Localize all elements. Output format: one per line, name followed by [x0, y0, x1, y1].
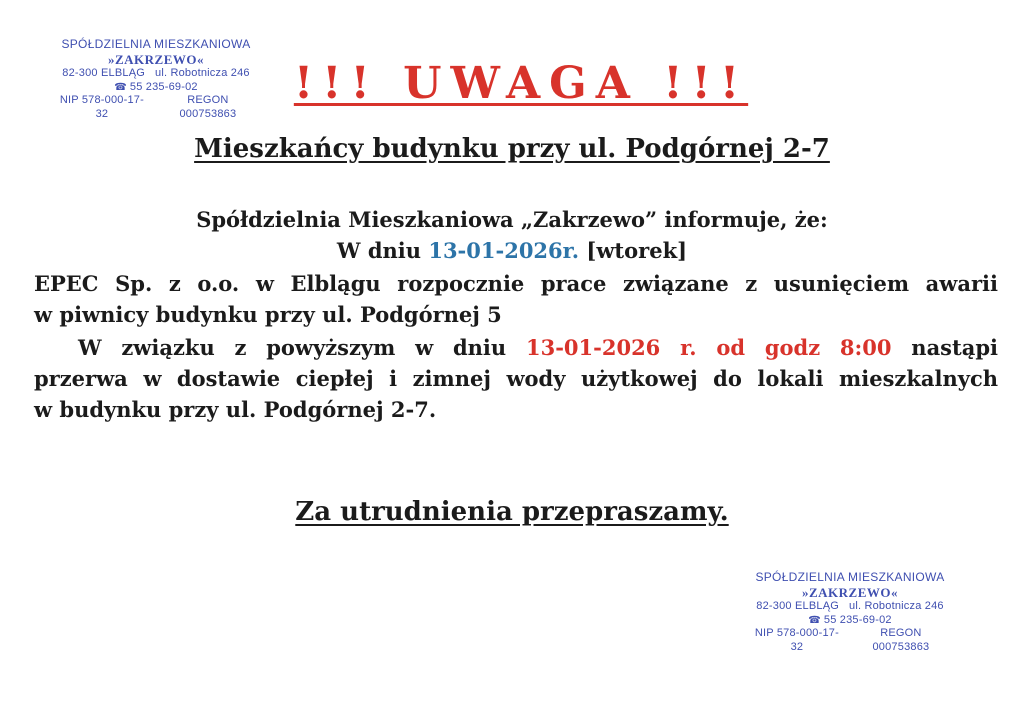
- notice-date: 13-01-2026r.: [428, 238, 580, 263]
- stamp-regon: REGON 000753863: [872, 627, 930, 653]
- stamp-brand: »ZAKRZEWO«: [801, 584, 898, 600]
- stamp-address: [56, 67, 256, 80]
- paragraph1-line2: w piwnicy budynku przy ul. Podgórnej 5: [34, 302, 502, 327]
- cooperative-stamp-top: [56, 37, 256, 120]
- cooperative-stamp-bottom: [752, 570, 948, 653]
- phone-fax-icon: ☎: [808, 614, 821, 626]
- notice-apology: Za utrudnienia przepraszamy.: [295, 497, 729, 527]
- outage-datetime: 13-01-2026 r. od godz 8:00: [525, 335, 892, 360]
- stamp-postal: 82-300 ELBLĄG: [756, 600, 839, 613]
- notice-weekday: [wtorek]: [579, 238, 688, 263]
- notice-headline: Mieszkańcy budynku przy ul. Podgórnej 2-7: [194, 134, 830, 164]
- stamp-phone-row: [56, 81, 256, 94]
- notice-date-line: [0, 238, 1024, 263]
- stamp-regon: REGON 000753863: [179, 94, 237, 120]
- date-prefix: W dniu: [336, 238, 429, 263]
- stamp-phone-row: [752, 614, 948, 627]
- notice-title: !!! UWAGA !!!: [293, 58, 749, 109]
- stamp-ids: [752, 627, 948, 654]
- paragraph1-line1: EPEC Sp. z o.o. w Elblągu rozpocznie prace związane z usunięciem awarii: [34, 271, 998, 296]
- stamp-street: ul. Robotnicza 246: [849, 600, 944, 613]
- phone-fax-icon: ☎: [114, 81, 127, 93]
- stamp-brand: »ZAKRZEWO«: [107, 51, 204, 67]
- stamp-street: ul. Robotnicza 246: [155, 67, 250, 80]
- stamp-address: [752, 600, 948, 613]
- stamp-phone: 55 235-69-02: [823, 613, 892, 626]
- stamp-ids: [56, 94, 256, 121]
- stamp-phone: 55 235-69-02: [129, 80, 198, 93]
- stamp-postal: 82-300 ELBLĄG: [62, 67, 145, 80]
- paragraph2-prefix: W związku z powyższym w dniu: [78, 335, 526, 360]
- stamp-nip: NIP 578-000-17-32: [59, 94, 144, 120]
- stamp-nip: NIP 578-000-17-32: [754, 627, 839, 653]
- paragraph2-line2: przerwa w dostawie ciepłej i zimnej wody użytkowej do lokali mieszkalnych: [34, 366, 998, 391]
- paragraph2-line1: [78, 335, 998, 360]
- paragraph2-line3: w budynku przy ul. Podgórnej 2-7.: [34, 397, 437, 422]
- paragraph2-suffix: nastąpi: [891, 335, 998, 360]
- stamp-name: SPÓŁDZIELNIA MIESZKANIOWA: [755, 570, 945, 584]
- notice-intro: Spółdzielnia Mieszkaniowa „Zakrzewo” informuje, że:: [196, 207, 828, 232]
- stamp-name: SPÓŁDZIELNIA MIESZKANIOWA: [61, 37, 251, 51]
